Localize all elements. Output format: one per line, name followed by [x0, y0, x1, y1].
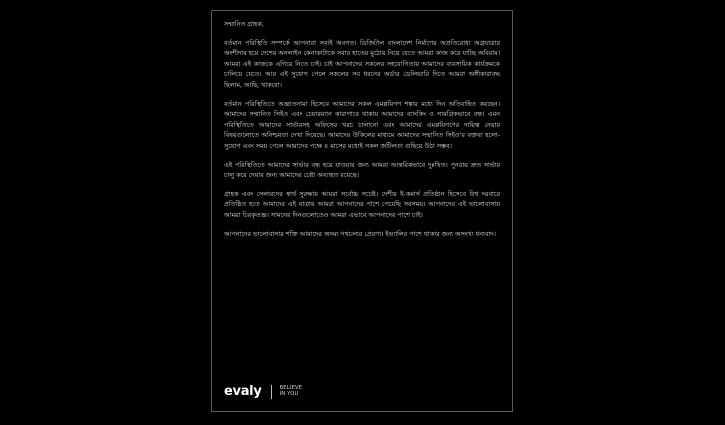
logo-divider: [271, 385, 272, 399]
footer-brand: [224, 384, 302, 399]
paragraph-5: আপনাদের ভালোবাসার শক্তি আমাদের অদম্য পথচলার প্রেরণা। ইভ্যালির পাশে থাকার জন্য অসংখ্য ধন্যবাদ।: [224, 229, 496, 238]
letter-panel: [211, 10, 513, 412]
paragraph-2: বর্তমান পরিস্থিতিতে অজ্ঞাতনামা হিসেবে আমাদের সকল এমপ্লয়িগণ শঙ্কার মধ্যে দিন অতিবাহিত করছেন। আমাদের সম্মানিত সিইও এবং চেয়ারম্যান কারাগারে থাকায় আমাদের ব্যাংকিং ও সামগ্রিকভাবে বন্ধ। এমন পরিস্থিতিতে আমাদের সার্ভারসহ অফিসের খরচ চালানো এবং আমাদের এমপ্লয়িগণের দায়িত্ব নেয়ার বিষয়গুলোতে অনিশ্চয়তা দেখা দিয়েছে। আমাদের উকিলের মাধ্যমে আমাদের সম্মানিত সিইও'র বক্তব্য হলো- সুযোগ এবং সময় পেলে আমাদের পক্ষে ৪ মাসের মধ্যেই সকল জটিলতা গুছিয়ে উঠা সম্ভব।: [224, 99, 500, 150]
paragraph-1: বর্তমান পরিস্থিতি সম্পর্কে আপনারা সবাই অবগত। ডিজিটাল বাংলাদেশ নির্মাণের অপ্রতিরোধ্য অগ্রযাত্রার অংশীদার হয়ে দেশের অনলাইন কেনাকাটাকে সবার হাতের মুঠোয় নিয়ে যেতে আমরা কাজ করে যাচ্ছি অবিরাম। আমরা এই কাজকে এগিয়ে নিতে চাই। চাই আপনাদের সকলের সহযোগিতায় আমাদের ব্যবসায়িক কার্যক্রমকে চালিয়ে যেতে। আর এই সুযোগ পেলে সকলের সব ধরনের অর্ডার ডেলিভারি দিতে আমরা অঙ্গীকারাবদ্ধ ছিলাম, আছি, থাকবো।: [224, 38, 500, 89]
tagline-line-2: IN YOU: [279, 390, 299, 397]
paragraph-4: গ্রাহক এবং সেলারদের স্বার্থ সুরক্ষায় আমরা সর্বোচ্চ সচেষ্ট। দেশীয় ই-কমার্স প্রতিষ্ঠান হিসেবে বিশ্ব দরবারে প্রতিষ্ঠিত হতে আমাদের এই যাত্রায় আমরা আপনাদের পাশে পেয়েছি সবসময়। আপনাদের এই ভালোবাসায় আমরা চিরকৃতজ্ঞ। সামনের দিনগুলোতেও আমরা এভাবে আপনাদের পাশে চাই।: [224, 189, 500, 219]
evaly-logo: evaly: [224, 384, 262, 399]
tagline: [280, 386, 303, 398]
tagline-line-1: BELIEVE: [279, 384, 303, 391]
salutation: সম্মানিত গ্রাহক,: [224, 20, 264, 28]
paragraph-3: এই পরিস্থিতিতে আমাদের সার্ভার বন্ধ হয়ে যাওয়ার জন্য আমরা আন্তরিকভাবে দুঃখিত। পুনরায় দ্রুত সার্ভার চালু করে দেয়ার জন্য আমাদের চেষ্টা অব্যাহত রয়েছে।: [224, 160, 500, 180]
